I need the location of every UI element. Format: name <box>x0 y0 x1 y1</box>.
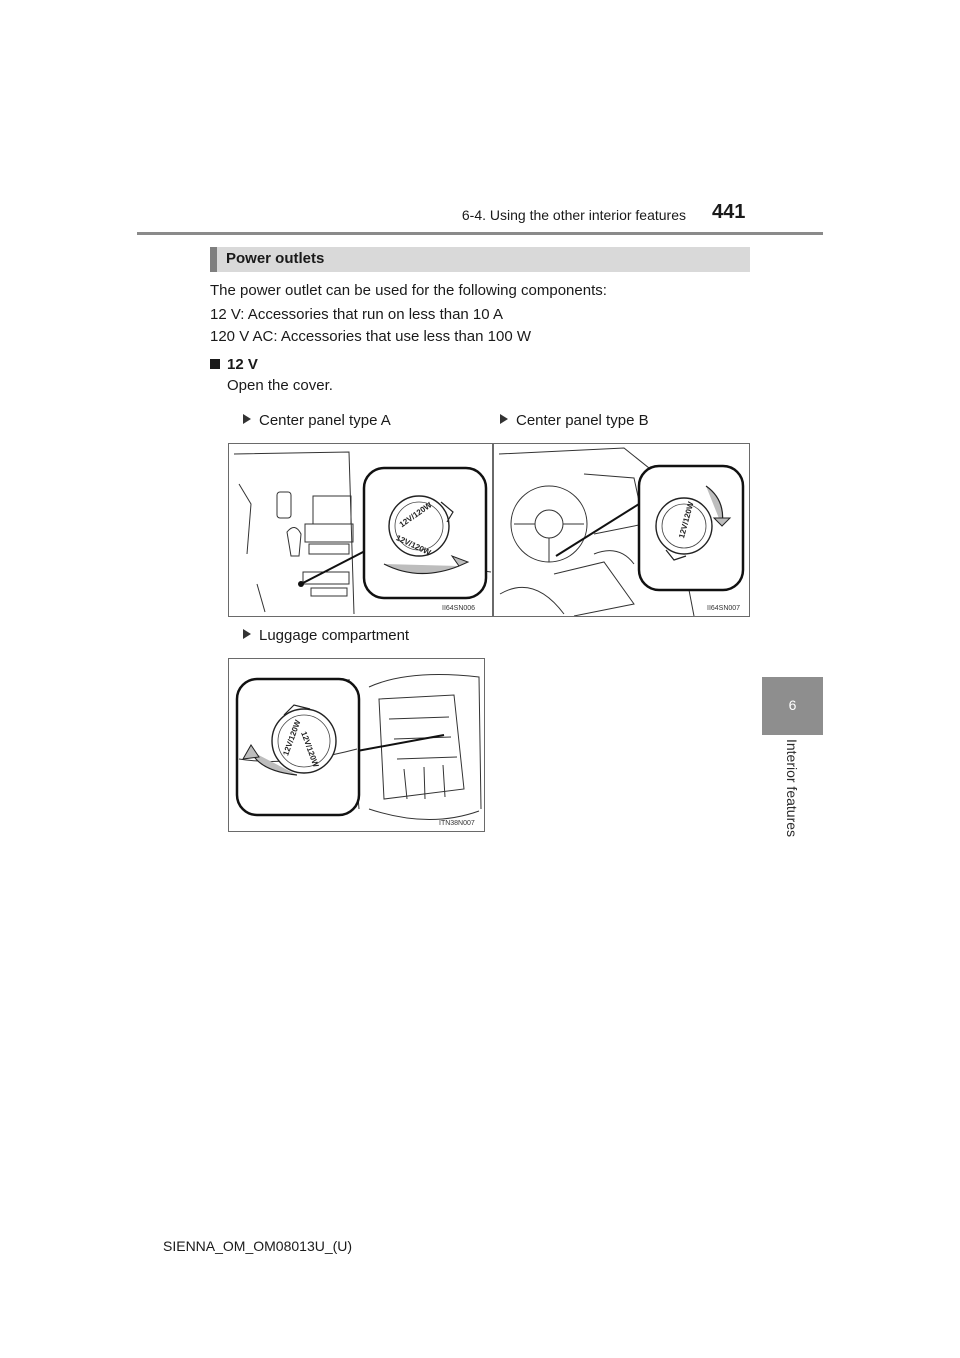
intro-text: The power outlet can be used for the following components: <box>210 282 607 299</box>
spec-120v: 120 V AC: Accessories that use less than 100 W <box>210 328 532 345</box>
figure-caption-b: Center panel type B <box>500 412 649 429</box>
figure-center-panel-b <box>493 443 750 617</box>
chapter-title: Interior features <box>784 738 800 838</box>
figure-code: ITN38N007 <box>439 820 475 827</box>
section-bar-accent <box>210 247 217 272</box>
header-section-title: 6-4. Using the other interior features <box>461 207 686 223</box>
section-heading-bar <box>210 247 750 272</box>
spec-12v: 12 V: Accessories that run on less than 10 A <box>210 306 503 323</box>
instruction-step: Open the cover. <box>227 377 333 394</box>
section-title: Power outlets <box>226 250 325 267</box>
subsection-title: 12 V <box>227 356 258 373</box>
figure-caption-a: Center panel type A <box>243 412 391 429</box>
header-divider <box>137 232 823 235</box>
page-number: 441 <box>712 201 746 223</box>
center-panel-a-illustration <box>229 444 493 617</box>
svg-text:12V/120W: 12V/120W <box>281 718 303 757</box>
figure-luggage-compartment <box>228 658 485 832</box>
luggage-compartment-illustration <box>229 659 485 832</box>
document-id: SIENNA_OM_OM08013U_(U) <box>163 1238 353 1254</box>
chapter-number: 6 <box>788 697 797 713</box>
square-bullet-icon <box>210 359 220 369</box>
triangle-bullet-icon <box>500 414 508 424</box>
figure-code: II64SN006 <box>442 605 476 612</box>
svg-text:12V/120W: 12V/120W <box>394 533 433 558</box>
triangle-bullet-icon <box>243 414 251 424</box>
triangle-bullet-icon <box>243 629 251 639</box>
svg-text:12V/120W: 12V/120W <box>299 730 321 769</box>
figure-code: II64SN007 <box>707 605 741 612</box>
figure-caption-luggage: Luggage compartment <box>243 627 409 644</box>
center-panel-b-illustration <box>494 444 750 617</box>
subsection-heading <box>210 356 258 373</box>
svg-text:12V/120W: 12V/120W <box>397 500 434 530</box>
svg-text:12V/120W: 12V/120W <box>677 500 696 540</box>
figure-center-panel-a <box>228 443 493 617</box>
